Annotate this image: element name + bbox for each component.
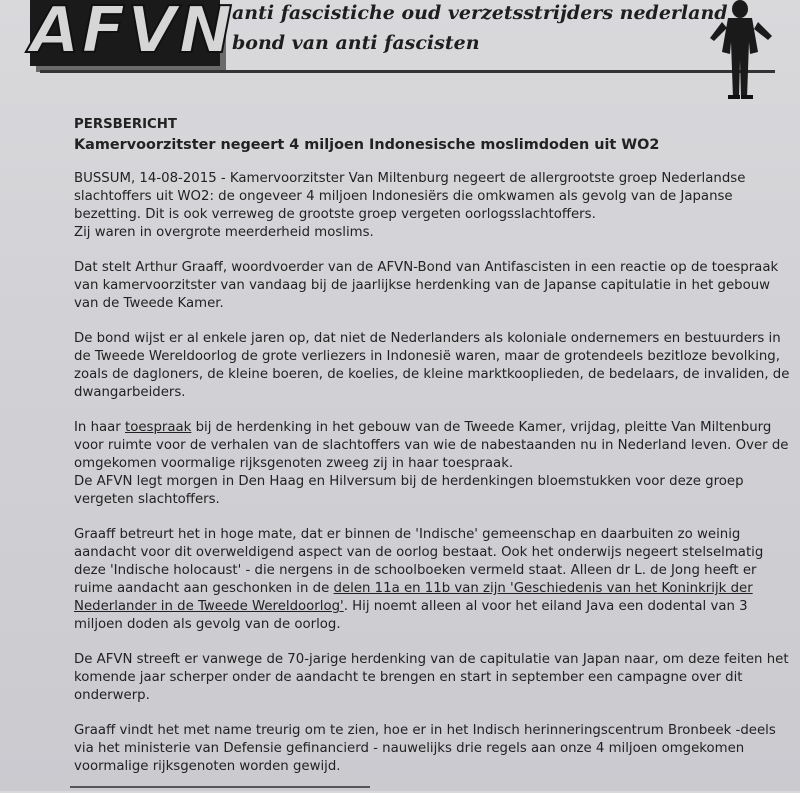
- p5-line-4-start: ruime aandacht aan geschonken in de: [74, 581, 334, 596]
- headline: Kamervoorzitster negeert 4 miljoen Indonesische moslimdoden uit WO2: [74, 137, 660, 153]
- press-release: [74, 116, 794, 793]
- p7-line-1: Graaff vindt het met name treurig om te zien, hoe er in het Indisch herinneringscentrum Bronbeek -deels: [74, 723, 776, 738]
- p7-line-2: via het ministerie van Defensie gefinancierd - nauwelijks drie regels aan onze 4 miljoen omgekomen: [74, 741, 745, 756]
- p1-line-2: slachtoffers uit WO2: de ongeveer 4 miljoen Indonesiërs die omkwamen als gevolg van de Japanse: [74, 189, 733, 204]
- p4-line-2: voor ruimte voor de verhalen van de slachtoffers van wie de nabestaanden nu in Nederland leven. Over de: [74, 438, 789, 453]
- p3-line-4: dwangarbeiders.: [74, 385, 186, 400]
- paragraph-4: [74, 419, 794, 509]
- letterhead: [0, 0, 800, 100]
- p2-line-3: van de Tweede Kamer.: [74, 296, 224, 311]
- p3-line-1: De bond wijst er al enkele jaren op, dat niet de Nederlanders als koloniale ondernemers en bestuurders in: [74, 331, 781, 346]
- p5-line-6: miljoen doden als gevolg van de oorlog.: [74, 617, 341, 632]
- de-jong-link-part-1[interactable]: delen 11a en 11b van zijn 'Geschiedenis van het Koninkrijk der: [333, 581, 753, 596]
- paragraph-3: [74, 330, 794, 402]
- p5-line-5-end: . Hij noemt alleen al voor het eiland Java een dodental van 3: [343, 599, 748, 614]
- toespraak-link[interactable]: toespraak: [125, 420, 192, 435]
- footer-divider: [70, 786, 370, 788]
- paragraph-7: [74, 722, 794, 776]
- p6-line-1: De AFVN streeft er vanwege de 70-jarige herdenking van de capitulatie van Japan naar, om deze feiten het: [74, 652, 789, 667]
- paragraph-2: [74, 259, 794, 313]
- tagline-organization: anti fascistiche oud verzetsstrijders nederland: [232, 2, 728, 24]
- afvn-logo: [30, 0, 235, 68]
- p5-line-2: aandacht voor dit overweldigend aspect van de oorlog bestaat. Ook het onderwijs negeert stelselmatig: [74, 545, 764, 560]
- p4-line-1-end: bij de herdenking in het gebouw van de Tweede Kamer, vrijdag, pleitte Van Miltenburg: [191, 420, 772, 435]
- p3-line-3: zoals de dagloners, de kleine boeren, de koelies, de kleine marktkooplieden, de bedelaars, de invaliden, de: [74, 367, 790, 382]
- resistance-figure-icon: [700, 0, 780, 100]
- de-jong-link-part-2[interactable]: Nederlander in de Tweede Wereldoorlog': [74, 599, 344, 614]
- paragraph-5: [74, 526, 794, 634]
- p4-line-5: vergeten slachtoffers.: [74, 492, 220, 507]
- p4-line-3: omgekomen voormalige rijksgenoten zweeg zij in haar toespraak.: [74, 456, 514, 471]
- p6-line-3: onderwerp.: [74, 688, 150, 703]
- paragraph-1: [74, 170, 794, 242]
- p3-line-2: de Tweede Wereldoorlog de grote verliezers in Indonesië waren, maar de grotendeels bezitloze bevolking,: [74, 349, 780, 364]
- p6-line-2: komende jaar scherper onder de aandacht te brengen en start in september een campagne over dit: [74, 670, 743, 685]
- p2-line-1: Dat stelt Arthur Graaff, woordvoerder van de AFVN-Bond van Antifascisten in een reactie op de toespraak: [74, 260, 779, 275]
- p4-line-4: De AFVN legt morgen in Den Haag en Hilversum bij de herdenkingen bloemstukken voor deze groep: [74, 474, 744, 489]
- logo-text: AFVN: [30, 0, 235, 68]
- tagline-bond: bond van anti fascisten: [232, 32, 480, 54]
- p5-line-3: deze 'Indische holocaust' - die nergens in de schoolboeken vermeld staat. Alleen dr L. de Jong heeft er: [74, 563, 757, 578]
- p2-line-2: van kamervoorzitster van vandaag bij de jaarlijkse herdenking van de Japanse capitulatie in het gebouw: [74, 278, 771, 293]
- press-label: PERSBERICHT: [74, 117, 178, 132]
- paragraph-6: [74, 651, 794, 705]
- p1-line-3: bezetting. Dit is ook verreweg de grootste groep vergeten oorlogsslachtoffers.: [74, 207, 596, 222]
- p1-line-1: BUSSUM, 14-08-2015 - Kamervoorzitster Van Miltenburg negeert de allergrootste groep Nederlandse: [74, 171, 746, 186]
- p7-line-3: voormalige rijksgenoten worden gewijd.: [74, 759, 341, 774]
- header-divider: [40, 70, 775, 73]
- p4-line-1-start: In haar: [74, 420, 125, 435]
- p5-line-1: Graaff betreurt het in hoge mate, dat er binnen de 'Indische' gemeenschap en daarbuiten zo weinig: [74, 527, 741, 542]
- p1-line-4: Zij waren in overgrote meerderheid moslims.: [74, 225, 374, 240]
